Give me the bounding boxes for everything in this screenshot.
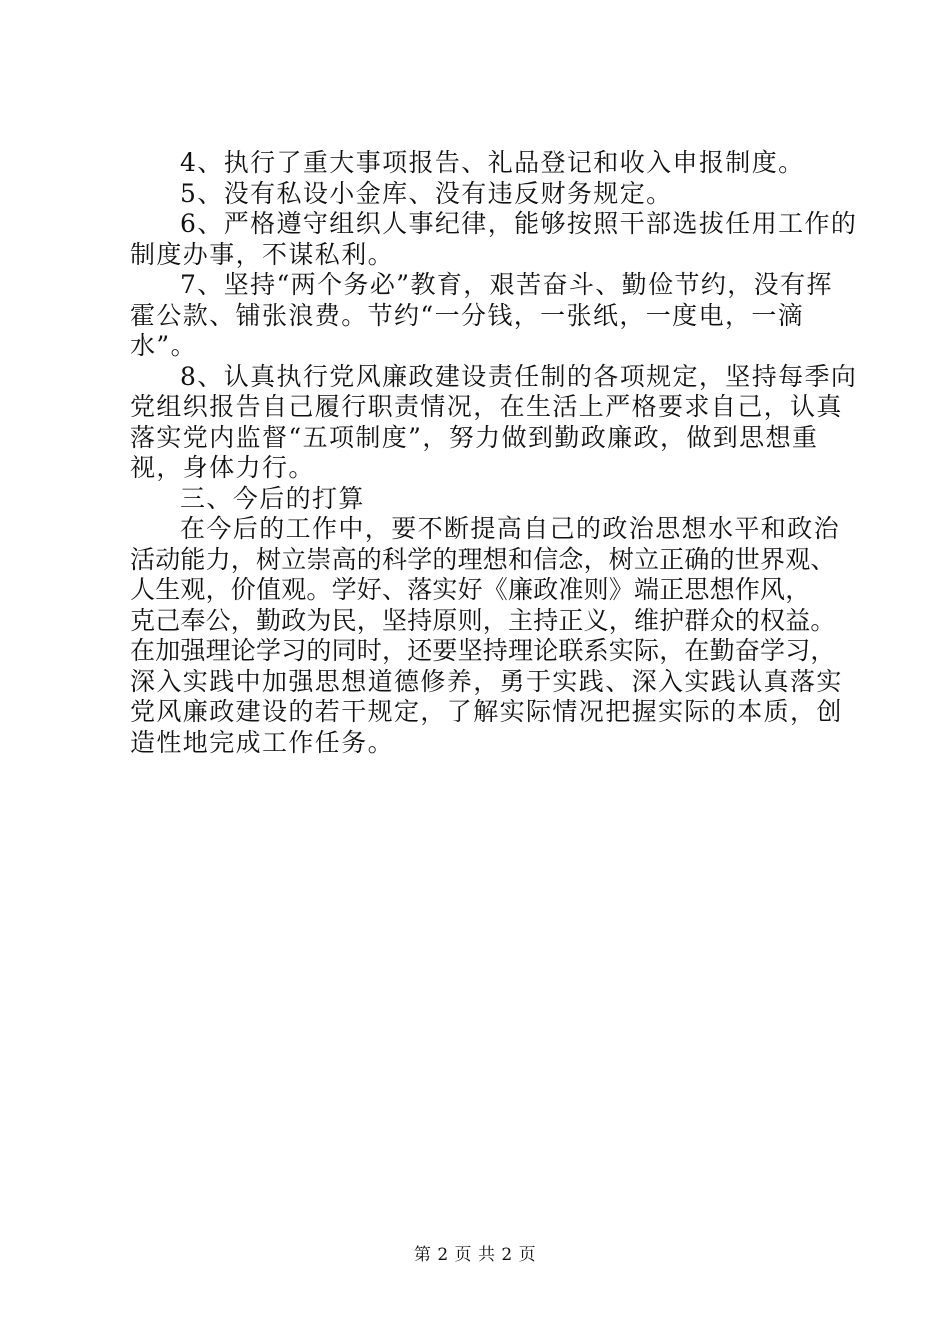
paragraph-line: 克己奉公，勤政为民，坚持原则，主持正义，维护群众的权益。 [130, 605, 836, 635]
paragraph-line: 在今后的工作中，要不断提高自己的政治思想水平和政治 [180, 514, 841, 543]
paragraph-line: 造性地完成工作任务。 [130, 727, 395, 757]
section-heading: 三、今后的打算 [180, 483, 365, 513]
paragraph-line: 人生观，价值观。学好、落实好《廉政准则》端正思想作风， [130, 575, 811, 604]
paragraph-line: 在加强理论学习的同时，还要坚持理论联系实际，在勤奋学习， [130, 636, 836, 665]
paragraph-line: 视，身体力行。 [130, 453, 315, 482]
paragraph-line: 深入实践中加强思想道德修养，勇于实践、深入实践认真落实 [130, 666, 843, 696]
page-number-footer: 第 2 页 共 2 页 [413, 1245, 537, 1265]
paragraph-line: 7、坚持“两个务必”教育，艰苦奋斗、勤俭节约，没有挥 [180, 270, 833, 299]
paragraph-line: 制度办事，不谋私利。 [130, 239, 395, 269]
paragraph-line: 水”。 [130, 331, 197, 360]
document-body [130, 148, 858, 758]
paragraph-line: 党风廉政建设的若干规定，了解实际情况把握实际的本质，创 [130, 697, 843, 726]
paragraph-line: 6、严格遵守组织人事纪律，能够按照干部选拔任用工作的 [180, 209, 858, 238]
paragraph-line: 党组织报告自己履行职责情况，在生活上严格要求自己，认真 [130, 392, 843, 421]
paragraph-line: 落实党内监督“五项制度”，努力做到勤政廉政，做到思想重 [130, 422, 819, 452]
paragraph-line: 4、执行了重大事项报告、礼品登记和收入申报制度。 [180, 148, 805, 177]
paragraph-line: 8、认真执行党风廉政建设责任制的各项规定，坚持每季向 [180, 361, 858, 391]
paragraph-line: 活动能力，树立崇高的科学的理想和信念，树立正确的世界观、 [130, 544, 836, 574]
paragraph-line: 5、没有私设小金库、没有违反财务规定。 [180, 178, 673, 208]
paragraph-line: 霍公款、铺张浪费。节约“一分钱，一张纸，一度电，一滴 [130, 300, 805, 330]
